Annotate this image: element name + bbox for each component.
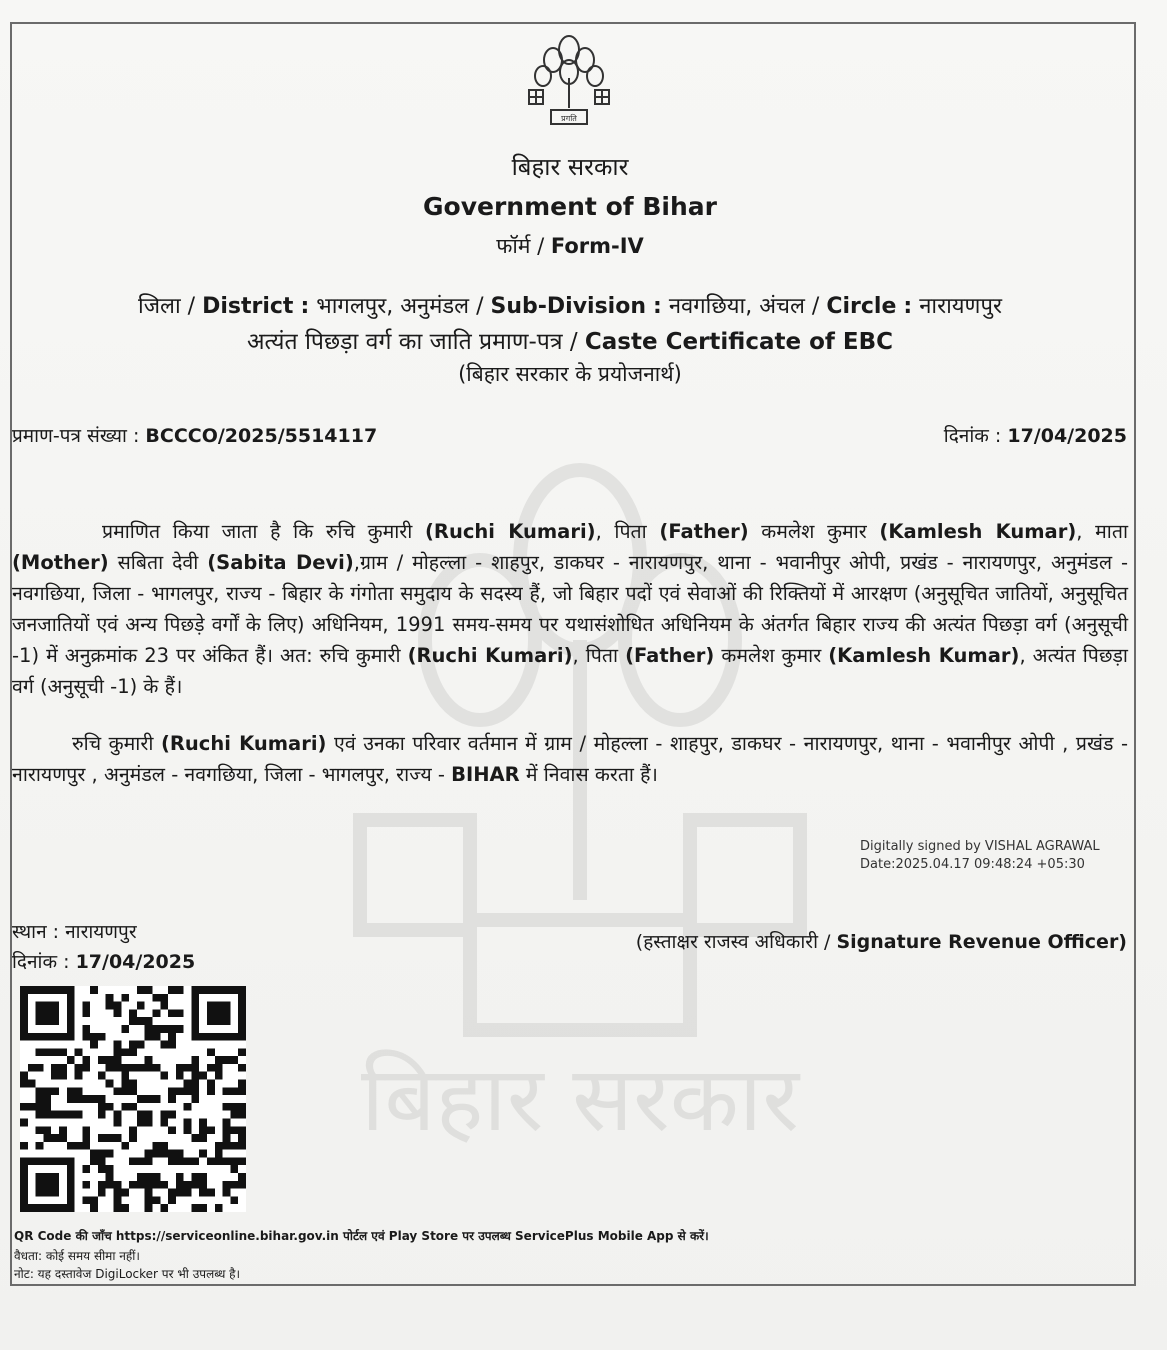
district-line: जिला / District : भागलपुर, अनुमंडल / Sub-Division : नवगछिया, अंचल / Circle : नारायणपुर	[138, 294, 1002, 319]
district-label-english: District	[202, 294, 294, 319]
issue-date	[944, 422, 1127, 448]
district-label-hindi: जिला	[138, 294, 181, 319]
circle-label-hindi: अंचल	[759, 294, 805, 319]
form-number: फॉर्म / Form-IV	[496, 234, 644, 258]
signature-date-value: 17/04/2025	[75, 951, 196, 973]
circle-label-english: Circle	[826, 294, 897, 319]
certificate-title-english: Caste Certificate of EBC	[584, 329, 894, 355]
bihar-bodhi-tree-emblem-icon	[521, 28, 617, 132]
signature-date-label: दिनांक :	[12, 951, 70, 973]
validity-note: वैधता: कोई समय सीमा नहीं।	[14, 1249, 140, 1263]
subdivision-label-english: Sub-Division	[490, 294, 646, 319]
digilocker-note: नोट: यह दस्तावेज DigiLocker पर भी उपलब्ध है।	[14, 1267, 241, 1281]
digital-signature-signer: Digitally signed by VISHAL AGRAWAL	[860, 839, 1100, 854]
digital-signature-date: Date:2025.04.17 09:48:24 +05:30	[860, 857, 1085, 872]
signature-revenue-officer	[636, 928, 1127, 954]
issue-date-label: दिनांक :	[943, 425, 1002, 447]
district-value: भागलपुर	[316, 294, 387, 319]
certificate-title: अत्यंत पिछड़ा वर्ग का जाति प्रमाण-पत्र / Caste Certificate of EBC	[246, 329, 894, 355]
form-label-english: Form-IV	[550, 234, 644, 258]
place	[12, 918, 137, 944]
certificate-title-hindi: अत्यंत पिछड़ा वर्ग का जाति प्रमाण-पत्र	[246, 329, 563, 355]
residence-paragraph: रुचि कुमारी (Ruchi Kumari) एवं उनका परिवार वर्तमान में ग्राम / मोहल्ला - शाहपुर, डाकघर - नारायणपुर, थाना - भवानीपुर ओपी , प्रखंड - नारायणपुर , अनुमंडल - नवगछिया, जिला - भागलपुर, राज्य - BIHAR में निवास करता हैं।	[12, 732, 1128, 786]
signature-label-hindi: (हस्ताक्षर राजस्व अधिकारी /	[635, 931, 831, 953]
govt-title-english: Government of Bihar	[423, 192, 717, 221]
signature-date	[12, 948, 195, 974]
place-label: स्थान :	[12, 921, 60, 943]
govt-title-hindi: बिहार सरकार	[511, 153, 629, 181]
qr-verification-note: QR Code की जाँच https://serviceonline.bihar.gov.in पोर्टल एवं Play Store पर उपलब्ध ServicePlus Mobile App से करें।	[14, 1229, 709, 1243]
emblem-text: प्रगति	[561, 114, 577, 123]
svg-text:बिहार सरकार: बिहार सरकार	[360, 1047, 800, 1152]
certificate-number	[12, 422, 377, 448]
certificate-number-value: BCCCO/2025/5514117	[145, 425, 378, 447]
signature-label-english: Signature Revenue Officer)	[836, 931, 1127, 953]
certificate-purpose: (बिहार सरकार के प्रयोजनार्थ)	[458, 362, 682, 386]
qr-code-icon	[20, 986, 246, 1212]
place-value: नारायणपुर	[65, 921, 137, 943]
form-label-hindi: फॉर्म	[496, 234, 531, 258]
subdivision-value: नवगछिया	[668, 294, 746, 319]
certification-paragraph: प्रमाणित किया जाता है कि रुचि कुमारी (Ruchi Kumari), पिता (Father) कमलेश कुमार (Kamlesh Kumar), माता (Mother) सबिता देवी (Sabita Devi),ग्राम / मोहल्ला - शाहपुर, डाकघर - नारायणपुर, थाना - भवानीपुर ओपी, प्रखंड - नारायणपुर, अनुमंडल - नवगछिया, जिला - भागलपुर, राज्य - बिहार के गंगोता समुदाय के सदस्य हैं, जो बिहार पदों एवं सेवाओं की रिक्तियों में आरक्षण (अनुसूचित जातियों, अनुसूचित जनजातियों एवं अन्य पिछड़े वर्गों के लिए) अधिनियम, 1991 समय-समय पर यथासंशोधित अधिनियम के अंतर्गत बिहार राज्य की अत्यंत पिछड़ा वर्ग (अनुसूची -1) में अनुक्रमांक 23 पर अंकित हैं। अत: रुचि कुमारी (Ruchi Kumari), पिता (Father) कमलेश कुमार (Kamlesh Kumar), अत्यंत पिछड़ा वर्ग (अनुसूची -1) के हैं।	[12, 520, 1129, 698]
digital-signature-block	[860, 838, 1100, 874]
subdivision-label-hindi: अनुमंडल	[400, 294, 470, 319]
certificate-number-label: प्रमाण-पत्र संख्या :	[12, 425, 140, 447]
issue-date-value: 17/04/2025	[1007, 425, 1127, 447]
circle-value: नारायणपुर	[919, 294, 1002, 319]
